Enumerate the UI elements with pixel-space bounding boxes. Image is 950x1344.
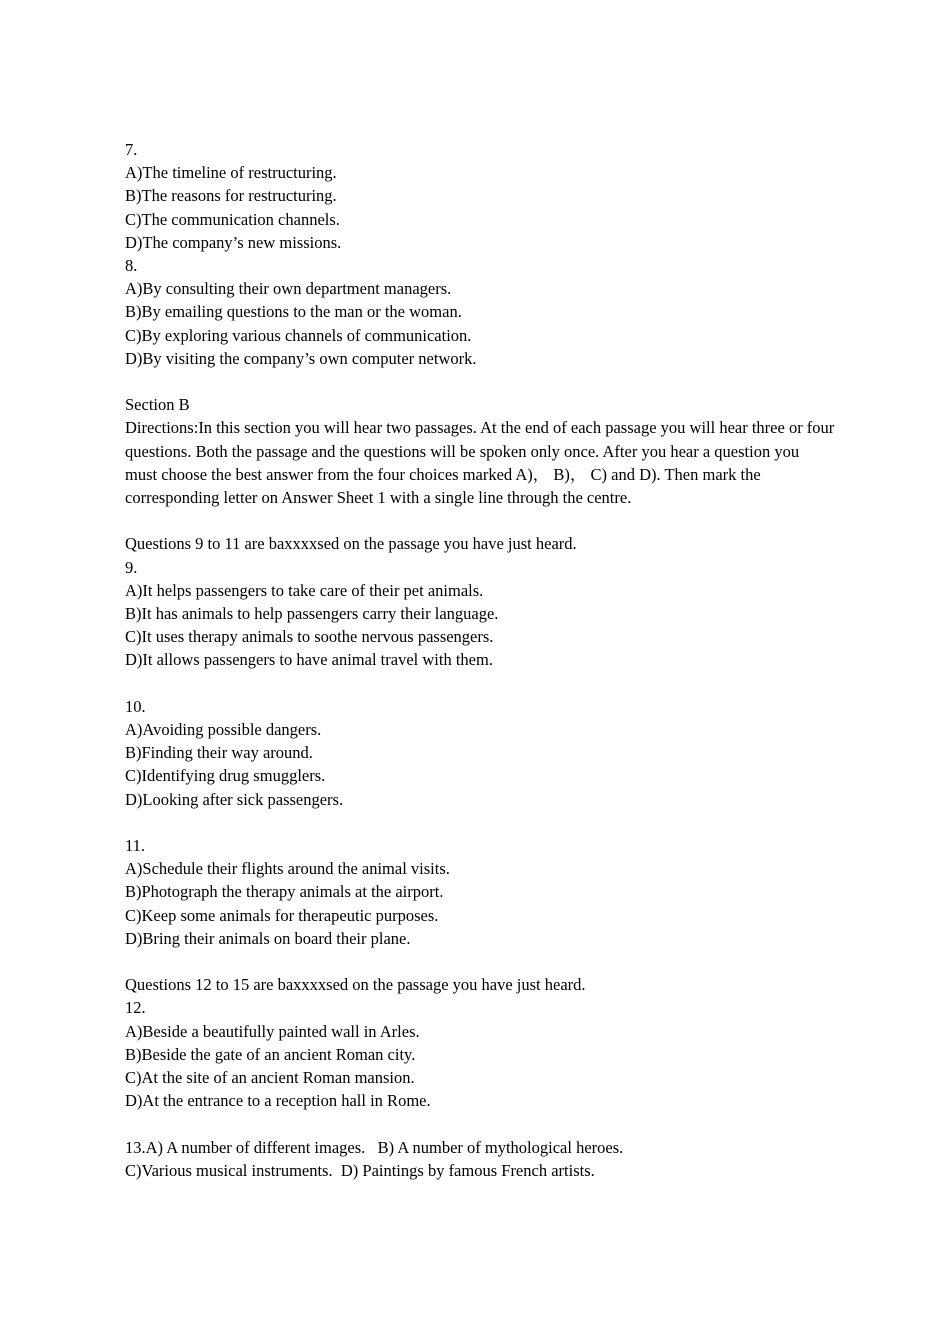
answer-option: C)The communication channels. <box>125 209 340 229</box>
document-page <box>125 138 835 1182</box>
answer-option: B)Finding their way around. <box>125 743 313 763</box>
answer-option: B)By emailing questions to the man or the woman. <box>125 302 462 322</box>
blank-line <box>125 811 835 834</box>
section-directions: Directions:In this section you will hear two passages. At the end of each passage you will hear three or four questions. Both the passage and the questions will be spoken only once. After you hear a question you must choose the best answer from the four choices marked A)， B)， C) and D). Then mark the corresponding letter on Answer Sheet 1 with a single line through the centre. <box>125 418 835 508</box>
answer-option: D)The company’s new missions. <box>125 232 342 252</box>
answer-option: D)It allows passengers to have animal travel with them. <box>125 650 493 670</box>
answer-option: D)Bring their animals on board their plane. <box>125 928 411 948</box>
answer-option: D)By visiting the company’s own computer network. <box>125 348 477 368</box>
blank-line <box>125 672 835 695</box>
blank-line <box>125 1112 835 1135</box>
blank-line <box>125 950 835 973</box>
answer-option: A)Avoiding possible dangers. <box>125 720 322 740</box>
answer-option: B)Beside the gate of an ancient Roman city. <box>125 1044 416 1064</box>
question-number: 10. <box>125 696 146 716</box>
question-number: 9. <box>125 557 138 577</box>
question-group-intro: Questions 12 to 15 are baxxxxsed on the passage you have just heard. <box>125 975 586 995</box>
question-group-intro: Questions 9 to 11 are baxxxxsed on the passage you have just heard. <box>125 534 577 554</box>
question-13-line-2: C)Various musical instruments. D) Paintings by famous French artists. <box>125 1160 595 1180</box>
answer-option: B)Photograph the therapy animals at the airport. <box>125 882 444 902</box>
question-number: 12. <box>125 998 146 1018</box>
answer-option: D)At the entrance to a reception hall in Rome. <box>125 1091 431 1111</box>
question-number: 11. <box>125 836 146 856</box>
answer-option: B)It has animals to help passengers carry their language. <box>125 604 499 624</box>
answer-option: A)By consulting their own department managers. <box>125 279 452 299</box>
blank-line <box>125 370 835 393</box>
question-number: 7. <box>125 140 138 159</box>
answer-option: C)By exploring various channels of communication. <box>125 325 472 345</box>
answer-option: C)Keep some animals for therapeutic purposes. <box>125 905 439 925</box>
question-number: 8. <box>125 256 138 276</box>
answer-option: A)It helps passengers to take care of their pet animals. <box>125 580 484 600</box>
answer-option: B)The reasons for restructuring. <box>125 186 337 206</box>
answer-option: A)The timeline of restructuring. <box>125 163 337 183</box>
answer-option: A)Beside a beautifully painted wall in Arles. <box>125 1021 420 1041</box>
question-13-line-1: 13.A) A number of different images. B) A number of mythological heroes. <box>125 1137 624 1157</box>
blank-line <box>125 509 835 532</box>
section-title: Section B <box>125 395 190 415</box>
answer-option: C)It uses therapy animals to soothe nervous passengers. <box>125 627 494 647</box>
answer-option: C)Identifying drug smugglers. <box>125 766 326 786</box>
answer-option: C)At the site of an ancient Roman mansion. <box>125 1068 415 1088</box>
answer-option: A)Schedule their flights around the animal visits. <box>125 859 450 879</box>
answer-option: D)Looking after sick passengers. <box>125 789 344 809</box>
